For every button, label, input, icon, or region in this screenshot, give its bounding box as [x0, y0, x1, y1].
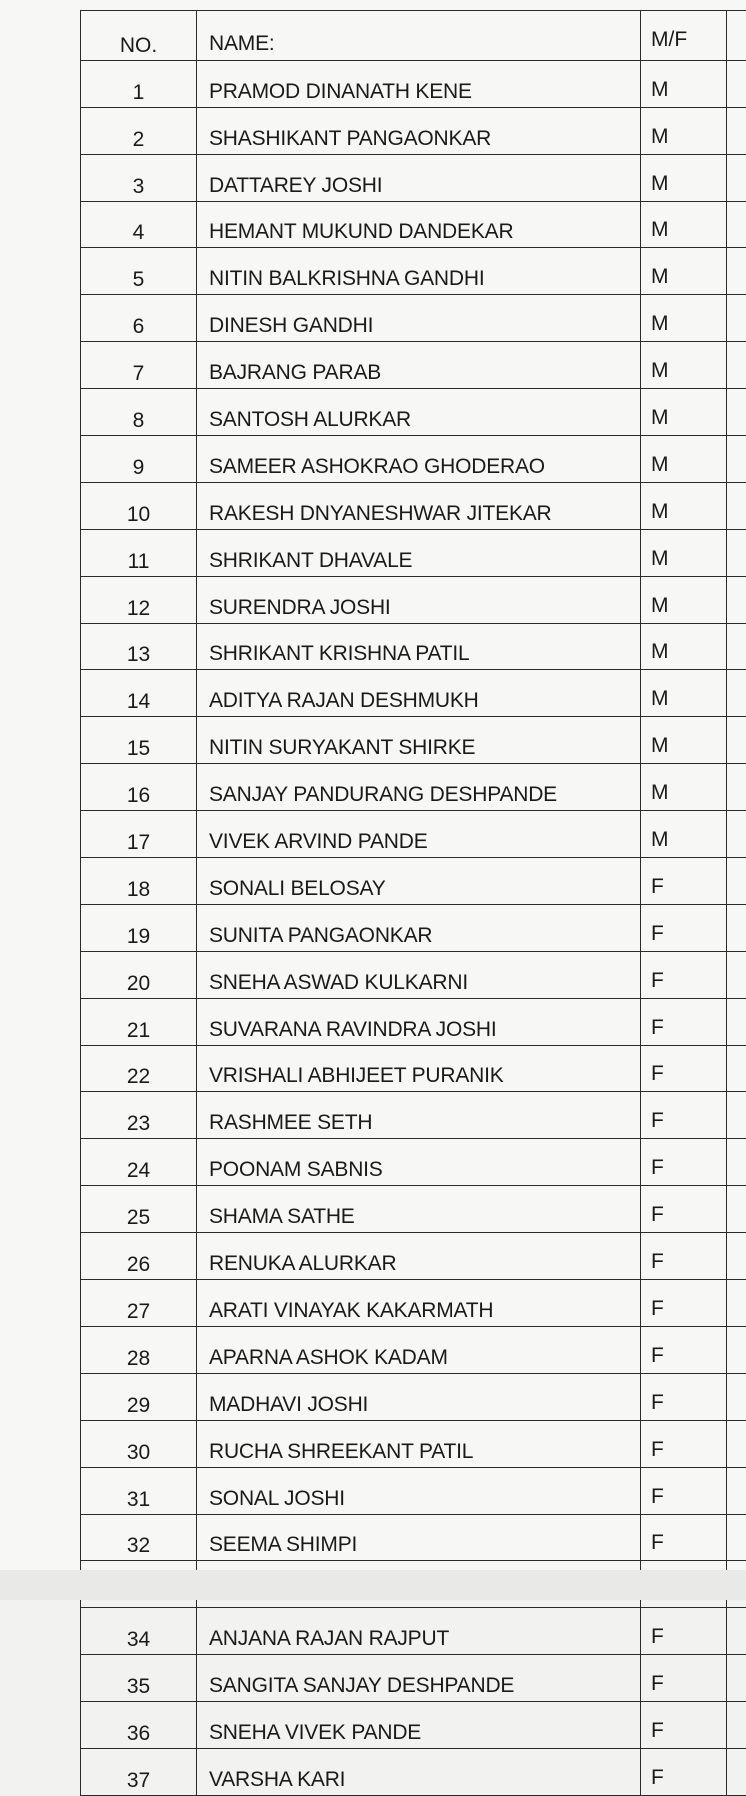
table-row	[81, 436, 746, 483]
row-name: SHRIKANT DHAVALE	[197, 529, 641, 576]
row-gender: F	[641, 1655, 727, 1702]
row-number: 32	[81, 1514, 197, 1561]
table-row	[81, 1280, 746, 1327]
row-name: SANTOSH ALURKAR	[197, 389, 641, 436]
row-name: SHRIKANT KRISHNA PATIL	[197, 623, 641, 670]
table-row	[81, 482, 746, 529]
row-cut-off-cell	[727, 60, 746, 107]
row-cut-off-cell	[727, 1186, 746, 1233]
row-cut-off-cell	[727, 1280, 746, 1327]
row-gender: F	[641, 1326, 727, 1373]
row-name: MADHAVI JOSHI	[197, 1373, 641, 1420]
row-number: 14	[81, 670, 197, 717]
row-gender: M	[641, 623, 727, 670]
row-gender: F	[641, 904, 727, 951]
row-gender: F	[641, 1608, 727, 1655]
row-number: 28	[81, 1326, 197, 1373]
row-number: 26	[81, 1233, 197, 1280]
row-name: SANGITA SANJAY DESHPANDE	[197, 1655, 641, 1702]
row-gender: F	[641, 1748, 727, 1795]
table-row	[81, 1514, 746, 1561]
row-gender: M	[641, 576, 727, 623]
table-row	[81, 904, 746, 951]
row-name: HEMANT MUKUND DANDEKAR	[197, 201, 641, 248]
row-gender: M	[641, 482, 727, 529]
row-number: 29	[81, 1373, 197, 1420]
table-row	[81, 295, 746, 342]
table-row	[81, 764, 746, 811]
row-name: ADITYA RAJAN DESHMUKH	[197, 670, 641, 717]
row-number: 35	[81, 1655, 197, 1702]
row-number: 2	[81, 107, 197, 154]
table-row	[81, 717, 746, 764]
row-gender: F	[641, 1702, 727, 1749]
row-cut-off-cell	[727, 529, 746, 576]
row-cut-off-cell	[727, 670, 746, 717]
roster-table	[80, 10, 746, 1796]
row-gender: M	[641, 529, 727, 576]
row-number: 13	[81, 623, 197, 670]
table-row	[81, 1655, 746, 1702]
row-cut-off-cell	[727, 1092, 746, 1139]
table-row	[81, 1045, 746, 1092]
row-cut-off-cell	[727, 858, 746, 905]
row-cut-off-cell	[727, 576, 746, 623]
row-gender: M	[641, 154, 727, 201]
row-cut-off-cell	[727, 201, 746, 248]
row-gender: F	[641, 1233, 727, 1280]
row-gender: M	[641, 811, 727, 858]
row-number: 31	[81, 1467, 197, 1514]
row-gender: F	[641, 1467, 727, 1514]
row-number: 22	[81, 1045, 197, 1092]
row-name: ANJANA RAJAN RAJPUT	[197, 1608, 641, 1655]
table-row	[81, 1139, 746, 1186]
table-row	[81, 1420, 746, 1467]
row-name: POONAM SABNIS	[197, 1139, 641, 1186]
table-row	[81, 670, 746, 717]
row-number: 10	[81, 482, 197, 529]
row-name: SONALI BELOSAY	[197, 858, 641, 905]
row-cut-off-cell	[727, 1467, 746, 1514]
row-name: SNEHA ASWAD KULKARNI	[197, 951, 641, 998]
row-cut-off-cell	[727, 623, 746, 670]
roster-body	[81, 60, 746, 1795]
row-name: SANJAY PANDURANG DESHPANDE	[197, 764, 641, 811]
row-name: SUVARANA RAVINDRA JOSHI	[197, 998, 641, 1045]
table-row	[81, 529, 746, 576]
header-name: NAME:	[197, 11, 641, 61]
row-gender: M	[641, 248, 727, 295]
row-number: 15	[81, 717, 197, 764]
row-gender: F	[641, 1092, 727, 1139]
page-bottom-edge	[0, 1570, 746, 1600]
row-name: SAMEER ASHOKRAO GHODERAO	[197, 436, 641, 483]
row-gender: F	[641, 1045, 727, 1092]
row-gender: M	[641, 436, 727, 483]
table-row	[81, 998, 746, 1045]
table-row	[81, 858, 746, 905]
table-row	[81, 1608, 746, 1655]
row-name: SURENDRA JOSHI	[197, 576, 641, 623]
row-number: 6	[81, 295, 197, 342]
row-number: 20	[81, 951, 197, 998]
row-name: SNEHA VIVEK PANDE	[197, 1702, 641, 1749]
row-number: 5	[81, 248, 197, 295]
table-row	[81, 951, 746, 998]
row-cut-off-cell	[727, 717, 746, 764]
row-cut-off-cell	[727, 154, 746, 201]
row-gender: M	[641, 107, 727, 154]
row-gender: F	[641, 951, 727, 998]
row-cut-off-cell	[727, 764, 746, 811]
row-number: 12	[81, 576, 197, 623]
row-number: 36	[81, 1702, 197, 1749]
row-cut-off-cell	[727, 482, 746, 529]
row-gender: M	[641, 389, 727, 436]
row-cut-off-cell	[727, 998, 746, 1045]
row-cut-off-cell	[727, 1702, 746, 1749]
row-name: SONAL JOSHI	[197, 1467, 641, 1514]
row-gender: F	[641, 998, 727, 1045]
table-row	[81, 248, 746, 295]
row-number: 17	[81, 811, 197, 858]
row-name: VARSHA KARI	[197, 1748, 641, 1795]
table-row	[81, 576, 746, 623]
row-number: 27	[81, 1280, 197, 1327]
table-row	[81, 60, 746, 107]
row-name: SUNITA PANGAONKAR	[197, 904, 641, 951]
header-gender: M/F	[641, 11, 727, 61]
row-gender: F	[641, 1280, 727, 1327]
row-gender: F	[641, 1186, 727, 1233]
row-cut-off-cell	[727, 904, 746, 951]
row-number: 8	[81, 389, 197, 436]
row-name: SHAMA SATHE	[197, 1186, 641, 1233]
table-row	[81, 1186, 746, 1233]
row-cut-off-cell	[727, 107, 746, 154]
table-row	[81, 1748, 746, 1795]
row-cut-off-cell	[727, 1326, 746, 1373]
table-row	[81, 1702, 746, 1749]
row-gender: F	[641, 1420, 727, 1467]
row-gender: M	[641, 342, 727, 389]
header-cut-off-column	[727, 11, 746, 61]
table-row	[81, 1373, 746, 1420]
table-row	[81, 107, 746, 154]
row-gender: F	[641, 858, 727, 905]
row-name: ARATI VINAYAK KAKARMATH	[197, 1280, 641, 1327]
row-cut-off-cell	[727, 1608, 746, 1655]
row-number: 3	[81, 154, 197, 201]
row-name: PRAMOD DINANATH KENE	[197, 60, 641, 107]
row-gender: F	[641, 1139, 727, 1186]
row-number: 1	[81, 60, 197, 107]
row-cut-off-cell	[727, 1139, 746, 1186]
row-cut-off-cell	[727, 1373, 746, 1420]
header-row	[81, 11, 746, 61]
row-cut-off-cell	[727, 295, 746, 342]
row-gender: M	[641, 60, 727, 107]
table-row	[81, 811, 746, 858]
row-number: 16	[81, 764, 197, 811]
row-cut-off-cell	[727, 1045, 746, 1092]
row-name: DINESH GANDHI	[197, 295, 641, 342]
table-row	[81, 154, 746, 201]
table-row	[81, 389, 746, 436]
row-cut-off-cell	[727, 811, 746, 858]
row-name: SEEMA SHIMPI	[197, 1514, 641, 1561]
row-cut-off-cell	[727, 389, 746, 436]
row-gender: F	[641, 1514, 727, 1561]
row-number: 21	[81, 998, 197, 1045]
row-gender: M	[641, 201, 727, 248]
row-name: APARNA ASHOK KADAM	[197, 1326, 641, 1373]
row-number: 9	[81, 436, 197, 483]
table-row	[81, 1326, 746, 1373]
row-cut-off-cell	[727, 1233, 746, 1280]
row-name: SHASHIKANT PANGAONKAR	[197, 107, 641, 154]
row-number: 11	[81, 529, 197, 576]
table-row	[81, 201, 746, 248]
row-number: 7	[81, 342, 197, 389]
row-cut-off-cell	[727, 951, 746, 998]
row-name: NITIN SURYAKANT SHIRKE	[197, 717, 641, 764]
row-gender: M	[641, 295, 727, 342]
row-name: RENUKA ALURKAR	[197, 1233, 641, 1280]
row-number: 37	[81, 1748, 197, 1795]
row-name: BAJRANG PARAB	[197, 342, 641, 389]
row-name: RUCHA SHREEKANT PATIL	[197, 1420, 641, 1467]
header-no: NO.	[81, 11, 197, 61]
table-row	[81, 1092, 746, 1139]
row-name: VRISHALI ABHIJEET PURANIK	[197, 1045, 641, 1092]
row-number: 19	[81, 904, 197, 951]
row-gender: F	[641, 1373, 727, 1420]
row-number: 34	[81, 1608, 197, 1655]
row-cut-off-cell	[727, 342, 746, 389]
row-gender: M	[641, 764, 727, 811]
table-row	[81, 1233, 746, 1280]
row-number: 24	[81, 1139, 197, 1186]
row-name: DATTAREY JOSHI	[197, 154, 641, 201]
row-name: VIVEK ARVIND PANDE	[197, 811, 641, 858]
row-gender: M	[641, 670, 727, 717]
row-cut-off-cell	[727, 1514, 746, 1561]
row-cut-off-cell	[727, 1420, 746, 1467]
table-row	[81, 1467, 746, 1514]
table-row	[81, 342, 746, 389]
row-name: RASHMEE SETH	[197, 1092, 641, 1139]
row-cut-off-cell	[727, 436, 746, 483]
row-gender: M	[641, 717, 727, 764]
row-number: 23	[81, 1092, 197, 1139]
row-name: RAKESH DNYANESHWAR JITEKAR	[197, 482, 641, 529]
row-number: 30	[81, 1420, 197, 1467]
row-cut-off-cell	[727, 1655, 746, 1702]
row-name: NITIN BALKRISHNA GANDHI	[197, 248, 641, 295]
row-cut-off-cell	[727, 1748, 746, 1795]
row-number: 25	[81, 1186, 197, 1233]
table-row	[81, 623, 746, 670]
row-number: 18	[81, 858, 197, 905]
row-cut-off-cell	[727, 248, 746, 295]
row-number: 4	[81, 201, 197, 248]
